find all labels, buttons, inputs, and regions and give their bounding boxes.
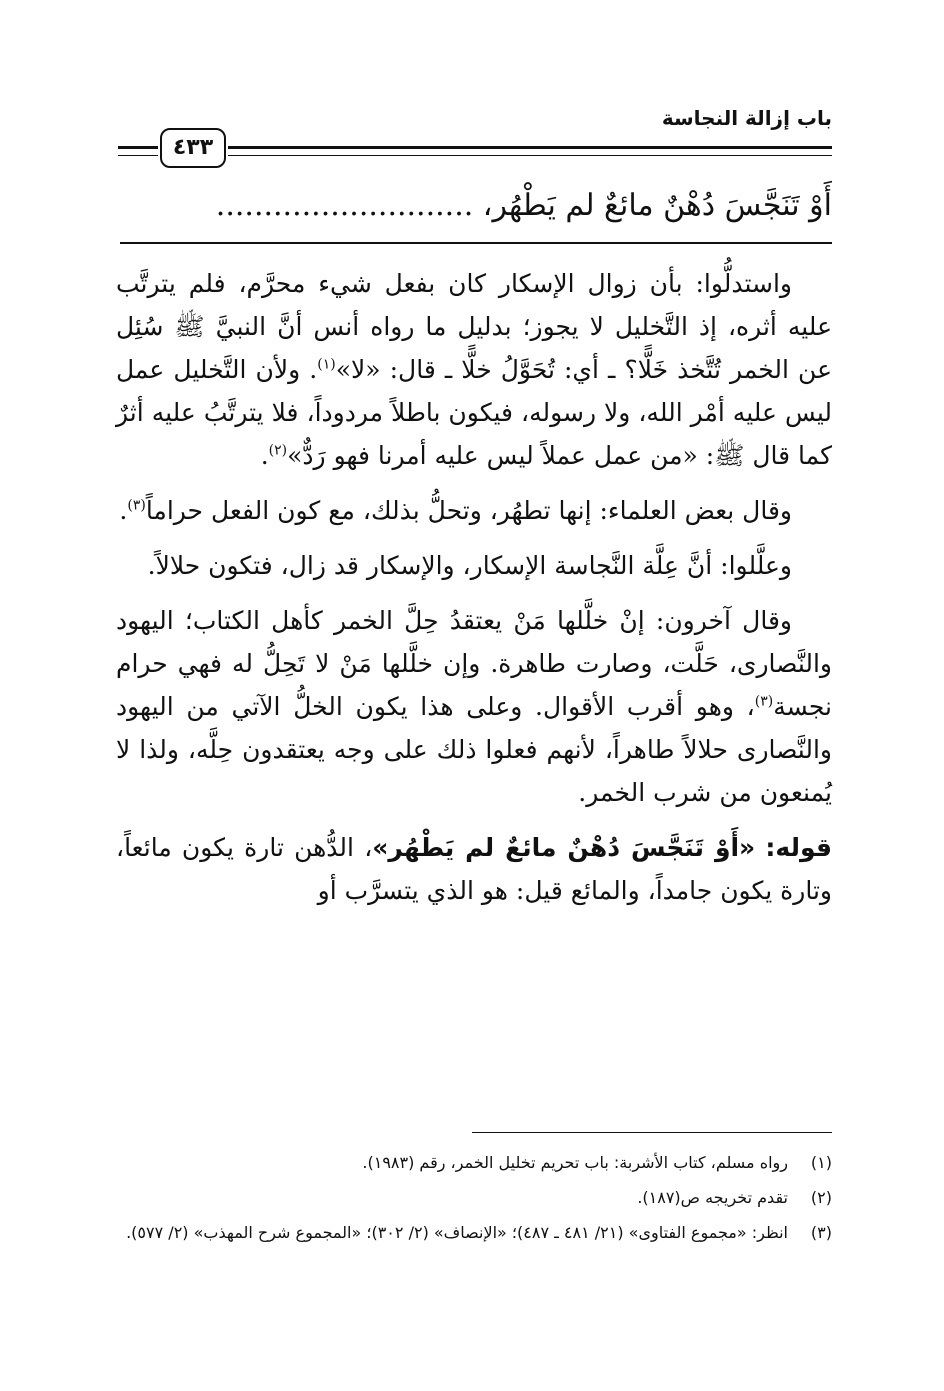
footnote-number: (١) <box>810 1153 832 1172</box>
paragraph-1-text-cont: . ولأن التَّخليل عمل ليس عليه أمْر الله، ولا رسوله، فيكون باطلاً مردوداً، فلا يترتَّبُ عليه أثرٌ كما قال ﷺ: «من عمل عملاً ليس عليه أمرنا فهو رَدٌّ» <box>116 355 832 470</box>
qawluhu-lead: قوله: <box>765 833 832 862</box>
paragraph-2-text: وقال بعض العلماء: إنها تطهُر، وتحلُّ بذلك، مع كون الفعل حراماً <box>145 496 792 525</box>
footnotes <box>116 1148 832 1253</box>
header-rule-right <box>228 146 832 156</box>
paragraph-5 <box>116 826 832 912</box>
running-title: باب إزالة النجاسة <box>661 106 832 130</box>
paragraph-2 <box>116 489 832 532</box>
footnote-text: انظر: «مجموع الفتاوى» (٢١/ ٤٨١ ـ ٤٨٧)؛ «الإنصاف» (٢/ ٣٠٢)؛ «المجموع شرح المهذب» (٢/ ٥٧٧). <box>126 1223 788 1242</box>
paragraph-4 <box>116 599 832 814</box>
page-number: ٤٣٣ <box>160 128 226 168</box>
footnote <box>116 1148 832 1177</box>
paragraph-3-text: وعلَّلوا: أنَّ عِلَّة النَّجاسة الإسكار، والإسكار قد زال، فتكون حلالاً. <box>147 551 792 580</box>
footnote-ref-2: (٢) <box>268 442 288 459</box>
paragraph-1-end: . <box>260 441 269 470</box>
footnote-text: رواه مسلم، كتاب الأشربة: باب تحريم تخليل الخمر، رقم (١٩٨٣). <box>362 1153 788 1172</box>
footnote-ref-3: (٣) <box>127 497 146 514</box>
footnote-number: (٢) <box>810 1188 832 1207</box>
footnote <box>116 1218 832 1247</box>
paragraph-4-text-cont: ، وهو أقرب الأقوال. وعلى هذا يكون الخلُّ الآتي من اليهود والنَّصارى حلالاً طاهراً، لأنهم فعلوا ذلك على وجه يعتقدون حِلَّه، ولذا لا يُمنعون من شرب الخمر. <box>116 692 832 807</box>
footnote-divider <box>472 1132 832 1133</box>
paragraph-1-text: واستدلُّوا: بأن زوال الإسكار كان بفعل شيء محرَّم، فلم يترتَّب عليه أثره، إذ التَّخليل لا يجوز؛ بدليل ما رواه أنس أنَّ النبيَّ ﷺ سُئِل عن الخمر تُتَّخذ خَلًّا؟ ـ أي: تُحَوَّلُ خلًّا ـ قال: «لا» <box>116 269 833 384</box>
matn-quote: «أَوْ تَنَجَّسَ دُهْنٌ مائعٌ لم يَطْهُر» <box>372 833 756 862</box>
matn-line: أَوْ تَنَجَّسَ دُهْنٌ مائعٌ لم يَطْهُر، ........................... <box>215 188 832 223</box>
body-text <box>116 262 832 924</box>
header-rule-left <box>118 146 158 156</box>
paragraph-3 <box>116 544 832 587</box>
paragraph-5-text: ، الدُّهن تارة يكون مائعاً، وتارة يكون جامداً، والمائع قيل: هو الذي يتسرَّب أو <box>116 833 832 905</box>
footnote-text: تقدم تخريجه ص(١٨٧). <box>637 1188 788 1207</box>
footnote <box>116 1183 832 1212</box>
footnote-ref-3b: (٣) <box>754 693 774 710</box>
paragraph-1 <box>116 262 832 477</box>
matn-divider <box>120 242 832 244</box>
paragraph-4-text: وقال آخرون: إنْ خلَّلها مَنْ يعتقدُ حِلَّ الخمر كأهل الكتاب؛ اليهود والنَّصارى، حَلَّت، وصارت طاهرة. وإن خلَّلها مَنْ لا تَحِلُّ له فهي حرام نجسة <box>116 606 832 721</box>
paragraph-2-end: . <box>119 496 128 525</box>
footnote-ref-1: (١) <box>317 356 336 373</box>
footnote-number: (٣) <box>810 1223 832 1242</box>
